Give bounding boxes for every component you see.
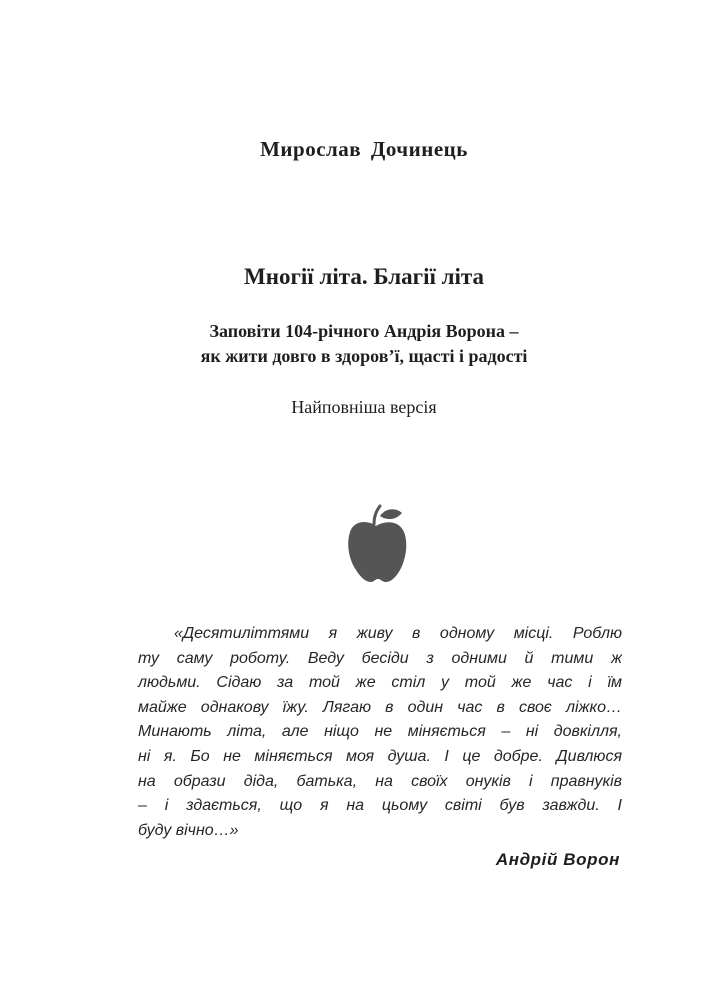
epigraph-quote: [138, 622, 622, 843]
quote-line: ту саму роботу. Веду бесіди з одними й тими ж: [138, 649, 622, 667]
quote-line: Минають літа, але ніщо не міняється – ні довкілля,: [138, 723, 622, 741]
book-title: Многії літа. Благії літа: [244, 264, 484, 289]
subtitle-line: Заповіти 104-річного Андрія Ворона –: [209, 321, 519, 341]
quote-line: буду вічно…»: [138, 821, 239, 839]
book-author: Мирослав Дочинець: [260, 137, 468, 161]
quote-line: людьми. Сідаю за той же стіл у той же час і їм: [138, 674, 622, 692]
quote-line: на образи діда, батька, на своїх онуків і правнуків: [138, 772, 622, 790]
edition-note: Найповніша версія: [291, 397, 437, 417]
quote-line: «Десятиліттями я живу в одному місці. Роблю: [174, 625, 622, 642]
apple-icon: [346, 502, 410, 586]
quote-line: майже однакову їжу. Лягаю в один час в своє ліжко…: [138, 698, 622, 716]
book-subtitle: [0, 319, 728, 369]
quote-line: ні я. Бо не міняється моя душа. І це добре. Дивлюся: [138, 747, 622, 765]
quote-line: – і здається, що я на цьому світі був завжди. І: [138, 797, 622, 815]
quote-attribution: Андрій Ворон: [495, 850, 620, 869]
subtitle-line: як жити довго в здоров’ї, щасті і радості: [200, 346, 528, 366]
